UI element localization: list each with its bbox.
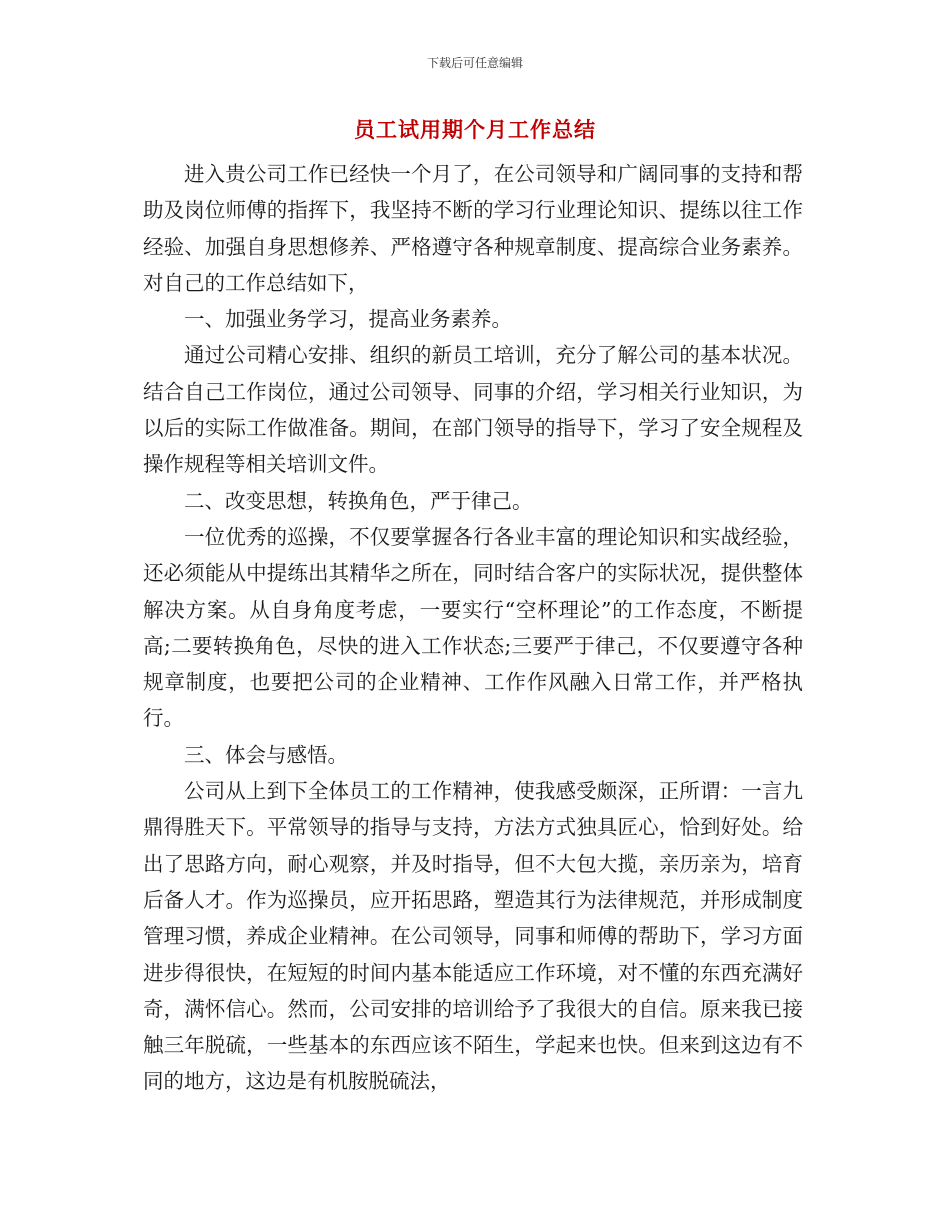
paragraph-section-2: 一位优秀的巡操，不仅要掌握各行各业丰富的理论知识和实战经验，还必须能从中提练出其精华之所在，同时结合客户的实际状况，提供整体解决方案。从自身角度考虑，一要实行“空杯理论”的工作态度，不断提高;二要转换角色，尽快的进入工作状态;三要严于律己，不仅要遵守各种规章制度，也要把公司的企业精神、工作作风融入日常工作，并严格执行。	[143, 524, 803, 731]
header-note: 下载后可任意编辑	[426, 56, 523, 70]
paragraph-section-3: 公司从上到下全体员工的工作精神，使我感受颇深，正所谓：一言九鼎得胜天下。平常领导的指导与支持，方法方式独具匠心，恰到好处。给出了思路方向，耐心观察，并及时指导，但不大包大揽，亲历亲为，培育后备人才。作为巡操员，应开拓思路，塑造其行为法律规范，并形成制度管理习惯，养成企业精神。在公司领导，同事和师傅的帮助下，学习方面进步得很快，在短短的时间内基本能适应工作环境，对不懂的东西充满好奇，满怀信心。然而，公司安排的培训给予了我很大的自信。原来我已接触三年脱硫，一些基本的东西应该不陌生，学起来也快。但来到这边有不同的地方，这边是有机胺脱硫法，	[143, 779, 803, 1094]
paragraph-intro: 进入贵公司工作已经快一个月了，在公司领导和广阔同事的支持和帮助及岗位师傅的指挥下，我坚持不断的学习行业理论知识、提练以往工作经验、加强自身思想修养、严格遵守各种规章制度、提高综合业务素养。对自己的工作总结如下，	[143, 162, 803, 295]
section-heading-2: 二、改变思想，转换角色，严于律己。	[184, 488, 533, 513]
section-heading-3: 三、体会与感悟。	[184, 742, 348, 767]
document-body	[143, 156, 803, 1100]
section-heading-1: 一、加强业务学习，提高业务素养。	[184, 307, 512, 332]
paragraph-section-1: 通过公司精心安排、组织的新员工培训，充分了解公司的基本状况。结合自己工作岗位，通过公司领导、同事的介绍，学习相关行业知识，为以后的实际工作做准备。期间，在部门领导的指导下，学习了安全规程及操作规程等相关培训文件。	[143, 343, 803, 477]
document-title: 员工试用期个月工作总结	[354, 118, 596, 142]
